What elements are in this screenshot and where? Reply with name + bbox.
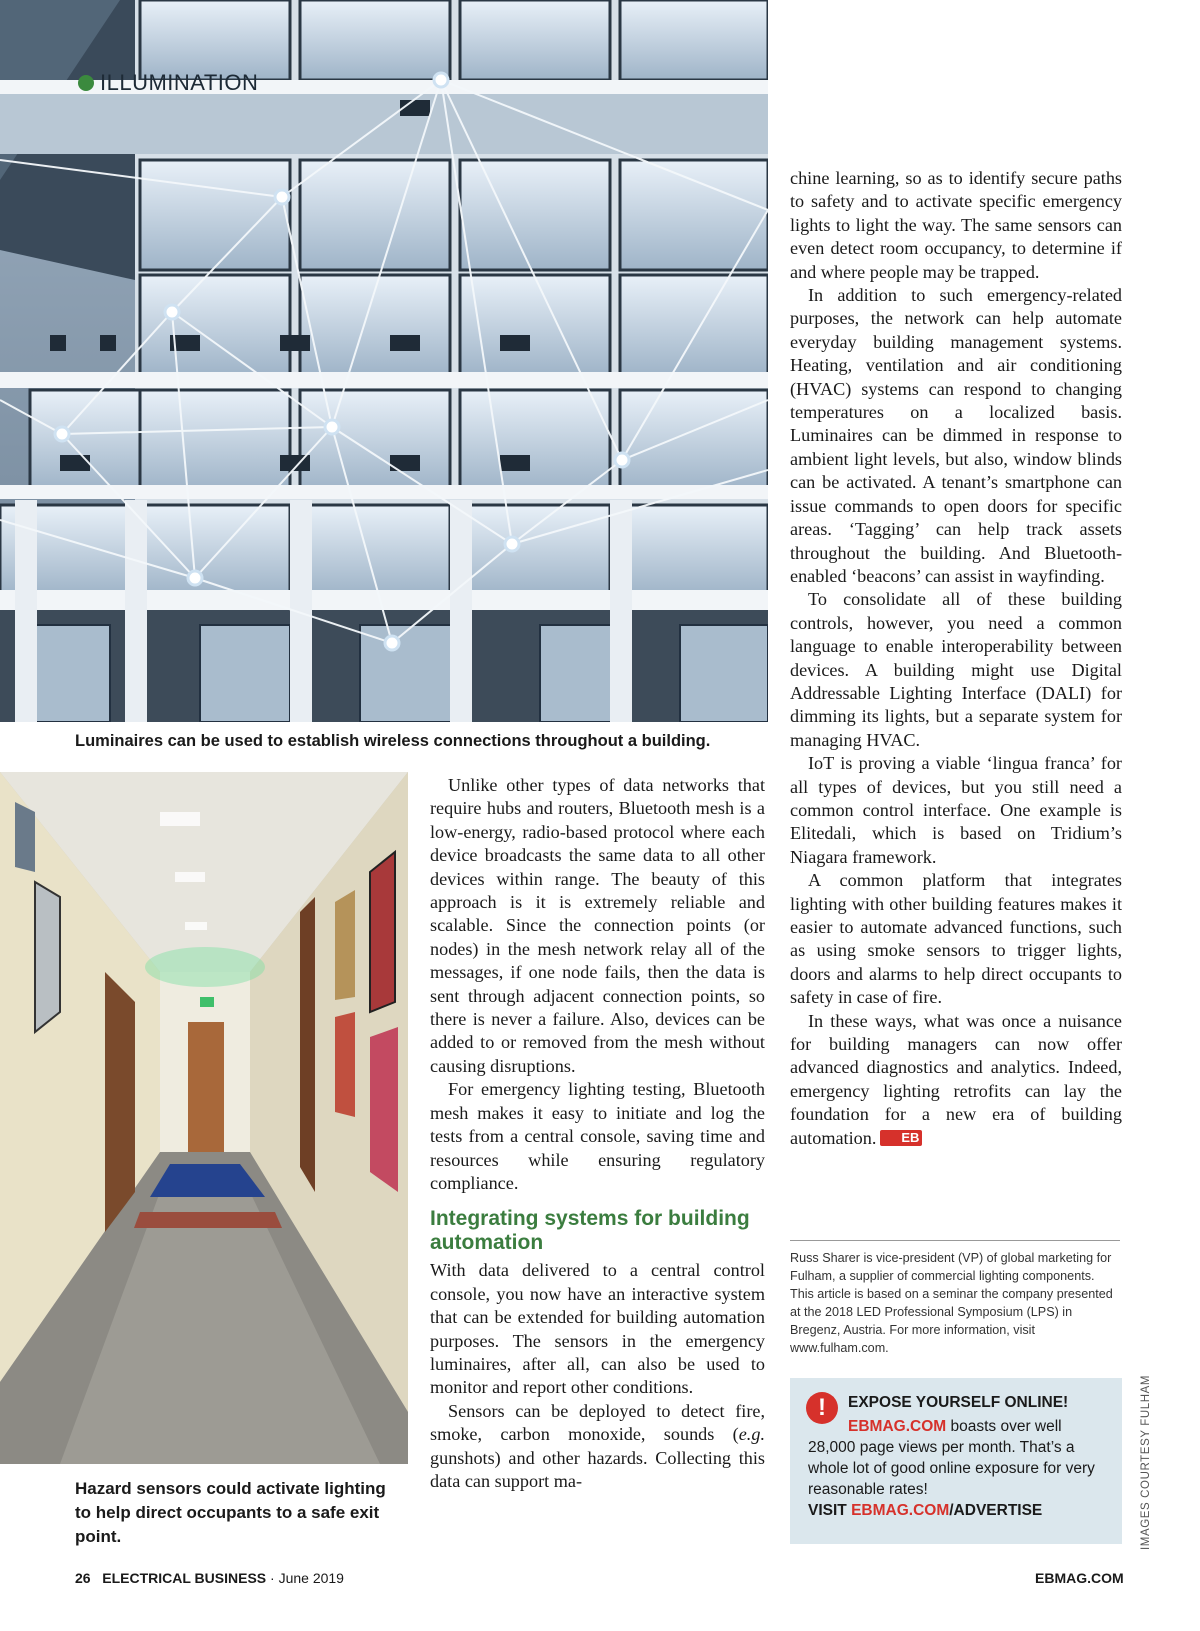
ad-cta-path: /ADVERTISE [949, 1502, 1043, 1519]
exclamation-icon: ! [806, 1392, 838, 1424]
middle-column [430, 774, 765, 1493]
eb-end-mark-icon: EB [880, 1130, 922, 1146]
p4-part-b: gunshots) and other hazards. Collecting this data can support ma- [430, 1447, 765, 1491]
building-mesh-illustration [0, 0, 768, 722]
middle-paragraph-4 [430, 1400, 765, 1494]
issue-date: · June 2019 [266, 1570, 344, 1586]
hallway-photo-caption: Hazard sensors could activate lighting to help direct occupants to a safe exit point. [75, 1479, 386, 1546]
middle-paragraph-3: With data delivered to a central control console, you now have an interactive system that can be extended for building automation purposes. The sensors in the emergency luminaires, after all, can also be used to monitor and report other conditions. [430, 1260, 765, 1398]
right-paragraph-1: chine learning, so as to identify secure paths to safety and to activate specific emergency lights to light the way. The same sensors can even detect room occupancy, to determine if and where people may be trapped. [790, 168, 1122, 282]
middle-paragraph-1: Unlike other types of data networks that require hubs and routers, Bluetooth mesh is a low-energy, radio-based protocol where each device broadcasts the same data to all other devices within range. The beauty of this approach is it is extremely reliable and scalable. Since the connection points (or nodes) in the mesh network relay all of the messages, if one node fails, then the data is sent through adjacent connection points, so there is never a failure. Also, devices can be added to or removed from the mesh without causing disruptions. [430, 775, 765, 1076]
ad-cta-site[interactable]: EBMAG.COM [851, 1502, 950, 1519]
ad-cta-visit: VISIT [808, 1502, 852, 1519]
ad-box[interactable] [790, 1378, 1122, 1544]
right-paragraph-2: In addition to such emergency-related purposes, the network can help automate everyday building management systems. Heating, ventilation and air conditioning (HVAC) systems can respond to changing temperatures on a localized basis. Luminaires can be dimmed in response to ambient light levels, but also, window blinds can be activated. A tenant’s smartphone can issue commands to open doors for specific areas. ‘Tagging’ can help track assets throughout the building. And Bluetooth-enabled ‘beacons’ can assist in wayfinding. [790, 285, 1122, 586]
section-tag [78, 70, 258, 96]
building-mesh-photo [0, 0, 768, 722]
ad-body-text: boasts over well 28,000 page views per month. That’s a whole lot of good online exposure for very reasonable rates! [808, 1418, 1095, 1498]
right-paragraph-5: A common platform that integrates lighting with other building features makes it easier to automate advanced functions, such as using smoke sensors to trigger lights, doors and alarms to help direct occupants to safety in case of fire. [790, 870, 1122, 1008]
right-paragraph-4: IoT is proving a viable ‘lingua franca’ for all types of devices, but you still need a common control interface. One example is Elitedali, which is based on Tridium’s Niagara framework. [790, 753, 1122, 867]
final-text: In these ways, what was once a nuisance for building managers can now offer advanced diagnostics and analytics. Indeed, emergency lighting retrofits can lay the foundation for a new era of building automation. [790, 1010, 1122, 1148]
page-number: 26 [75, 1570, 91, 1586]
magazine-name: ELECTRICAL BUSINESS [102, 1570, 267, 1586]
p4-eg: e.g. [738, 1424, 765, 1445]
image-credit: IMAGES COURTESY FULHAM [1140, 1374, 1152, 1550]
author-bio: Russ Sharer is vice-president (VP) of global marketing for Fulham, a supplier of commercial lighting components. This article is based on a seminar the company presented at the 2018 LED Professional Symposium (LPS) in Bregenz, Austria. For more information, visit www.fulham.com. [790, 1240, 1120, 1357]
subhead-integrating: Integrating systems for building automation [430, 1207, 750, 1255]
p4-part-a: Sensors can be deployed to detect fire, smoke, carbon monoxide, sounds ( [430, 1400, 765, 1445]
hallway-photo [0, 772, 408, 1464]
ad-title: EXPOSE YOURSELF ONLINE! [848, 1394, 1069, 1411]
footer-left [75, 1570, 344, 1586]
right-paragraph-6 [790, 1010, 1122, 1150]
section-dot-icon [78, 75, 94, 91]
hallway-illustration [0, 772, 408, 1464]
middle-paragraph-2: For emergency lighting testing, Bluetooth mesh makes it easy to initiate and log the tests from a central console, saving time and resources while ensuring regulatory compliance. [430, 1079, 765, 1193]
right-paragraph-3: To consolidate all of these building controls, however, you need a common language to enable interoperability between devices. A building might use Digital Addressable Lighting Interface (DALI) for dimming its lights, but a separate system for managing HVAC. [790, 589, 1122, 750]
right-column [790, 167, 1122, 1150]
section-tag-label: ILLUMINATION [100, 70, 259, 95]
footer-site[interactable]: EBMAG.COM [1035, 1570, 1124, 1586]
ad-site-link[interactable]: EBMAG.COM [848, 1418, 947, 1435]
top-photo-caption: Luminaires can be used to establish wireless connections throughout a building. [75, 732, 711, 750]
ad-body [808, 1416, 1108, 1521]
